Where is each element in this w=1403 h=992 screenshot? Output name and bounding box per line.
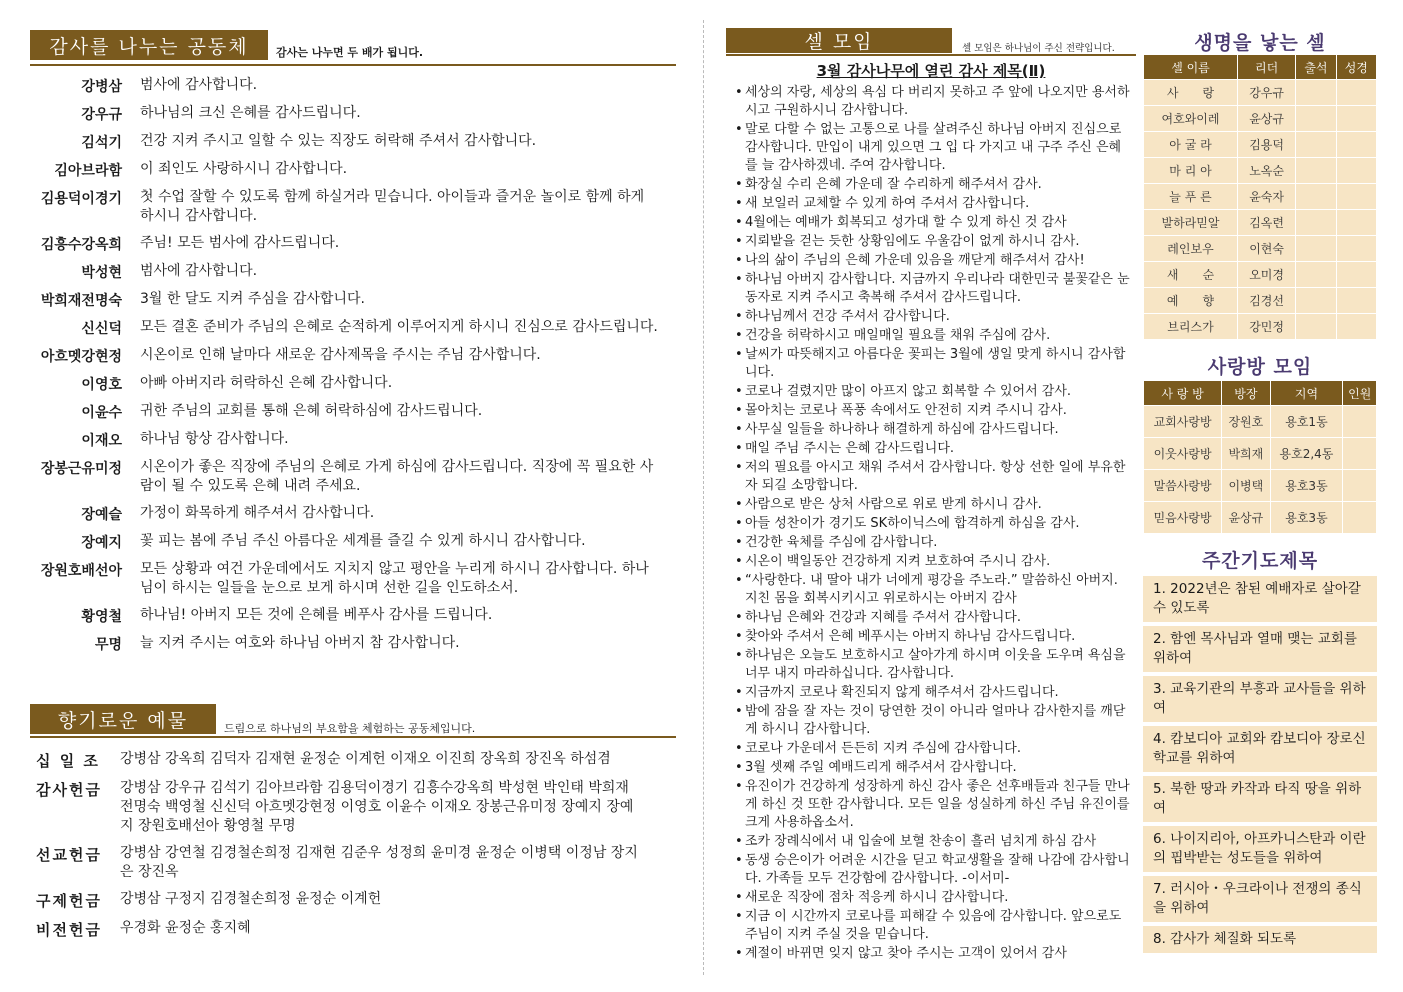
gratitude-name: 이영호 [81,377,122,393]
table-cell [1336,314,1376,340]
cell-item-text: 나의 삶이 주님의 은혜 가운데 있음을 깨닫게 해주셔서 감사! [745,253,1085,268]
table-cell [1296,106,1336,132]
cell-item-text: 건강을 허락하시고 매일매일 필요를 채워 주심에 감사. [745,328,1051,343]
offering-list [36,742,676,940]
gratitude-text: 하나님의 크신 은혜를 감사드립니다. [140,105,361,121]
offering-names: 강병삼 강연철 김경철손희정 김재현 김준우 성정희 윤미경 윤정순 이병택 이정남 장지은 장진옥 [120,845,638,880]
cell-title: 3월 감사나무에 열린 감사 제목(Ⅱ) [816,62,1046,80]
gratitude-name: 장예슬 [81,507,122,523]
gratitude-list [30,68,680,654]
prayer-item: 1. 2022년은 참된 예배자로 살아갈 수 있도록 [1143,576,1377,622]
offering-row [36,844,676,882]
bullet-dot: • [735,234,743,249]
offering-names: 강병삼 강우규 김석기 김아브라함 김용덕이경기 김흥수강옥희 박성현 박인태 박희재전명숙 백영철 신신덕 아흐멧강현정 이영호 이윤수 이재오 장봉근유미정 장예지 장예지 장원호배선아 황영철 무명 [120,780,634,834]
cell-item [735,778,1133,832]
table-cell: 여호와이레 [1144,106,1238,132]
table-row [1144,80,1377,106]
gratitude-text: 시온이가 좋은 직장에 주님의 은혜로 가게 하심에 감사드립니다. 직장에 꼭 필요한 사람이 될 수 있도록 은혜 내려 주세요. [140,459,654,494]
cell-item [735,214,1133,232]
offering-row [36,779,676,836]
bullet-dot: • [735,779,743,794]
table-cell: 장원호 [1222,406,1270,438]
gratitude-name: 이재오 [81,433,122,449]
bullet-dot: • [735,497,743,512]
cell-item-text: 유진이가 건강하게 성장하게 하신 감사 좋은 선후배들과 친구들 만나게 하신 것 또한 감사합니다. 모든 일을 성실하게 하신 주님 유진이를 크게 사용하옵소서. [745,779,1130,830]
cell-item [735,759,1133,777]
prayer-item: 2. 함엔 목사님과 열매 맺는 교회를 위하여 [1143,626,1377,672]
offering-header: 향기로운 예물 [30,704,216,734]
bullet-dot: • [735,460,743,475]
gratitude-text: 가정이 화목하게 해주셔서 감사합니다. [140,505,375,521]
table-cell: 김경선 [1237,288,1295,314]
bullet-dot: • [735,853,743,868]
gratitude-entry [30,606,680,626]
cell-item [735,496,1133,514]
bullet-dot: • [735,890,743,905]
table-cell: 노옥순 [1237,158,1295,184]
cell-item-text: 말로 다할 수 없는 고통으로 나를 살려주신 하나님 아버지 진심으로 감사합니다. 만입이 내게 있으면 그 입 다 가지고 내 구주 주신 은혜를 늘 감사하겠네. 주여 감사합니다. [745,122,1122,173]
cell-item-text: 동생 승은이가 어려운 시간을 딛고 학교생활을 잘해 나감에 감사합니다. 가족들 모두 건강함에 감사합니다. -이서미- [745,853,1130,886]
gratitude-entry [30,532,680,552]
offering-label: 비전헌금 [36,921,102,939]
gratitude-entry [30,430,680,450]
cell-item-text: 하나님 은혜와 건강과 지혜를 주셔서 감사합니다. [745,610,1021,625]
cell-item-text: 밤에 잠을 잘 자는 것이 당연한 것이 아니라 얼마나 감사한지를 깨닫게 하시니 감사합니다. [745,704,1126,737]
bullet-dot: • [735,403,743,418]
table-cell: 김옥련 [1237,210,1295,236]
gratitude-name: 무명 [94,637,122,653]
bullet-dot: • [735,554,743,569]
gratitude-rule [30,64,676,66]
table-cell [1296,158,1336,184]
gratitude-entry [30,504,680,524]
table-header-cell: 사 랑 방 [1144,381,1222,406]
table-header-cell: 성경 [1336,55,1376,80]
bullet-dot: • [735,177,743,192]
gratitude-name: 강우규 [81,107,122,123]
gratitude-name: 장원호배선아 [40,563,122,579]
cell-header: 셀 모임 [726,28,952,53]
prayer-item: 3. 교육기관의 부흥과 교사들을 위하여 [1143,676,1377,722]
offering-label: 십 일 조 [36,752,100,770]
gratitude-entry [30,346,680,366]
gratitude-name: 김용덕이경기 [40,191,122,207]
gratitude-name: 장예지 [81,535,122,551]
table-cell: 이병택 [1222,470,1270,502]
table-cell [1336,236,1376,262]
table-cell: 박희재 [1222,438,1270,470]
table-cell [1296,210,1336,236]
cell-item-text: 조카 장례식에서 내 입술에 보혈 찬송이 흘러 넘치게 하심 감사 [745,834,1097,849]
love-rooms-table-wrap [1143,380,1377,534]
prayer-item: 5. 북한 땅과 카작과 타직 땅을 위하여 [1143,776,1377,822]
table-cell: 윤상규 [1237,106,1295,132]
table-cell: 윤상규 [1222,502,1270,534]
cell-item [735,308,1133,326]
gratitude-text: 이 죄인도 사랑하시니 감사합니다. [140,161,348,177]
table-cell [1296,80,1336,106]
gratitude-text: 첫 수업 잘할 수 있도록 함께 하실거라 믿습니다. 아이들과 즐거운 놀이로 함께 하게 하시니 감사합니다. [140,189,645,224]
cell-item-text: 몰아치는 코로나 폭풍 속에서도 안전히 지켜 주시니 감사. [745,403,1067,418]
table-cell: 브리스가 [1144,314,1238,340]
gratitude-entry [30,458,680,496]
gratitude-name: 황영철 [81,609,122,625]
cell-item [735,327,1133,345]
table-row [1144,158,1377,184]
cell-item-text: 세상의 자랑, 세상의 욕심 다 버리지 못하고 주 앞에 나오지만 용서하시고 구원하시니 감사합니다. [745,85,1130,118]
bullet-dot: • [735,629,743,644]
gratitude-name: 박희재전명숙 [40,293,122,309]
table-cell [1343,502,1377,534]
table-row [1144,502,1377,534]
gratitude-text: 하나님 항상 감사합니다. [140,431,289,447]
cell-item [735,609,1133,627]
table-row [1144,470,1377,502]
table-row [1144,262,1377,288]
table-header-cell: 지역 [1270,381,1343,406]
prayer-item: 7. 러시아・우크라이나 전쟁의 종식을 위하여 [1143,876,1377,922]
table-row [1144,438,1377,470]
bullet-dot: • [735,648,743,663]
gratitude-entry [30,402,680,422]
cell-item-text: 하나님 아버지 감사합니다. 지금까지 우리나라 대한민국 불꽃같은 눈동자로 지켜 주시고 축복해 주셔서 감사드립니다. [745,272,1130,305]
bullet-dot: • [735,122,743,137]
bullet-dot: • [735,909,743,924]
gratitude-entry [30,234,680,254]
table-cell: 레인보우 [1144,236,1238,262]
cell-item [735,628,1133,646]
cell-item [735,515,1133,533]
gratitude-text: 하나님! 아버지 모든 것에 은혜를 베푸사 감사를 드립니다. [140,607,493,623]
cell-item-text: 새로운 직장에 점차 적응케 하시니 감사합니다. [745,890,1009,905]
table-cell [1336,106,1376,132]
prayer-item: 6. 나이지리아, 아프카니스탄과 이란의 핍박받는 성도들을 위하여 [1143,826,1377,872]
bullet-dot: • [735,85,743,100]
cell-item-text: 사무실 일들을 하나하나 해결하게 하심에 감사드립니다. [745,422,1059,437]
cell-item-text: 지뢰밭을 걷는 듯한 상황임에도 우울감이 없게 하시니 감사. [745,234,1080,249]
table-cell: 이웃사랑방 [1144,438,1222,470]
cell-item [735,852,1133,888]
bullet-dot: • [735,741,743,756]
table-cell: 믿음사랑방 [1144,502,1222,534]
bullet-dot: • [735,309,743,324]
cell-item-text: 지금까지 코로나 확진되지 않게 해주셔서 감사드립니다. [745,685,1059,700]
cell-item-text: 매일 주님 주시는 은혜 감사드립니다. [745,441,955,456]
cell-item [735,553,1133,571]
cell-item [735,440,1133,458]
table-cell: 말씀사랑방 [1144,470,1222,502]
table-cell: 발하라믿알 [1144,210,1238,236]
cell-item-text: 아들 성찬이가 경기도 SK하이닉스에 합격하게 하심을 감사. [745,516,1080,531]
table-cell [1336,184,1376,210]
love-rooms-title: 사랑방 모임 [1207,356,1313,378]
gratitude-entry [30,76,680,96]
gratitude-text: 건강 지켜 주시고 일할 수 있는 직장도 허락해 주셔서 감사합니다. [140,133,537,149]
cell-item-text: 시온이 백일동안 건강하게 지켜 보호하여 주시니 감사. [745,554,1051,569]
table-cell [1336,80,1376,106]
gratitude-text: 범사에 감사합니다. [140,263,258,279]
table-cell: 마 리 아 [1144,158,1238,184]
offering-names: 우경화 윤정순 홍지혜 [120,920,251,936]
table-cell: 예 향 [1144,288,1238,314]
gratitude-entry [30,132,680,152]
life-cells-title: 생명을 낳는 셀 [1194,32,1326,54]
bullet-dot: • [735,384,743,399]
cell-rule [726,54,1136,56]
gratitude-text: 모든 결혼 준비가 주님의 은혜로 순적하게 이루어지게 하시니 진심으로 감사드립니다. [140,319,658,335]
offering-label: 구제헌금 [36,892,102,910]
offering-label: 선교헌금 [36,846,102,864]
bullet-dot: • [735,535,743,550]
gratitude-name: 신신덕 [81,321,122,337]
gratitude-text: 늘 지켜 주시는 여호와 하나님 아버지 참 감사합니다. [140,635,460,651]
bullet-dot: • [735,516,743,531]
gratitude-subtitle: 감사는 나누면 두 배가 됩니다. [276,46,424,59]
table-cell: 늘 푸 른 [1144,184,1238,210]
gratitude-name: 박성현 [81,265,122,281]
offering-names: 강병삼 구정지 김경철손희정 윤정순 이계헌 [120,891,382,907]
gratitude-name: 김아브라함 [54,163,122,179]
cell-items [735,84,1133,964]
bullet-dot: • [735,272,743,287]
gratitude-text: 모든 상황과 여건 가운데에서도 지치지 않고 평안을 누리게 하시니 감사합니다. 하나님이 하시는 일들을 눈으로 보게 하시며 선한 길을 인도하소서. [140,561,649,596]
bullet-dot: • [735,946,743,961]
cell-item [735,84,1133,120]
cell-item [735,402,1133,420]
cell-item [735,233,1133,251]
table-cell [1336,132,1376,158]
table-cell: 이현숙 [1237,236,1295,262]
cell-item-text: 3월 셋째 주일 예배드리게 해주셔서 감사합니다. [745,760,1017,775]
table-header-row [1144,55,1377,80]
cell-item [735,740,1133,758]
gratitude-entry [30,262,680,282]
gratitude-entry [30,374,680,394]
prayer-item: 4. 캄보디아 교회와 캄보디아 장로신학교를 위하여 [1143,726,1377,772]
cell-item [735,908,1133,944]
gratitude-name: 장봉근유미정 [40,461,122,477]
table-cell: 용호3동 [1270,502,1343,534]
table-cell: 강우규 [1237,80,1295,106]
bullet-dot: • [735,573,743,588]
gratitude-entry [30,290,680,310]
bullet-dot: • [735,328,743,343]
offering-subtitle: 드림으로 하나님의 부요함을 체험하는 공동체입니다. [224,722,476,735]
cell-item [735,421,1133,439]
cell-item-text: 건강한 육체를 주심에 감사합니다. [745,535,938,550]
cell-item-text: 하나님께서 건강 주셔서 감사합니다. [745,309,950,324]
table-cell: 용호3동 [1270,470,1343,502]
cell-item-text: 화장실 수리 은혜 가운데 잘 수리하게 해주셔서 감사. [745,177,1042,192]
gratitude-header: 감사를 나누는 공동체 [30,30,268,60]
table-cell: 김용덕 [1237,132,1295,158]
table-cell: 강민정 [1237,314,1295,340]
table-row [1144,132,1377,158]
cell-item [735,383,1133,401]
table-cell [1343,406,1377,438]
table-row [1144,106,1377,132]
gratitude-text: 범사에 감사합니다. [140,77,258,93]
table-cell [1336,158,1376,184]
offering-row [36,890,676,911]
table-cell [1296,184,1336,210]
table-cell: 새 순 [1144,262,1238,288]
table-cell [1296,314,1336,340]
gratitude-text: 귀한 주님의 교회를 통해 은혜 허락하심에 감사드립니다. [140,403,483,419]
cell-item-text: 하나님은 오늘도 보호하시고 살아가게 하시며 이웃을 도우며 욕심을 너무 내지 마라하십니다. 감사합니다. [745,648,1126,681]
table-cell: 아 굴 라 [1144,132,1238,158]
offering-row [36,750,676,771]
table-cell [1336,210,1376,236]
gratitude-name: 강병삼 [81,79,122,95]
offering-names: 강병삼 강옥희 김덕자 김재현 윤정순 이계헌 이재오 이진희 장옥희 장진옥 하섬겸 [120,751,611,767]
prayer-list [1143,576,1377,957]
bullet-dot: • [735,347,743,362]
cell-item [735,833,1133,851]
life-cells-table [1143,54,1377,340]
prayer-item: 8. 감사가 체질화 되도록 [1143,926,1377,953]
cell-item-text: 사람으로 받은 상처 사람으로 위로 받게 하시니 감사. [745,497,1042,512]
bullet-dot: • [735,685,743,700]
table-cell: 용호1동 [1270,406,1343,438]
gratitude-entry [30,634,680,654]
cell-item [735,572,1133,608]
table-cell: 오미경 [1237,262,1295,288]
cell-item-text: 지금 이 시간까지 코로나를 피해갈 수 있음에 감사합니다. 앞으로도 주님이 지켜 주실 것을 믿습니다. [745,909,1122,942]
bullet-dot: • [735,196,743,211]
gratitude-text: 3월 한 달도 지켜 주심을 감사합니다. [140,291,365,307]
table-cell [1336,262,1376,288]
table-cell [1296,262,1336,288]
bullet-dot: • [735,610,743,625]
bullet-dot: • [735,441,743,456]
gratitude-text: 꽃 피는 봄에 주님 주신 아름다운 세계를 즐길 수 있게 하시니 감사합니다. [140,533,586,549]
table-header-cell: 방장 [1222,381,1270,406]
table-header-cell: 인원 [1343,381,1377,406]
cell-item [735,684,1133,702]
gratitude-entry [30,160,680,180]
offering-label: 감사헌금 [36,781,102,799]
cell-item-text: 새 보일러 교체할 수 있게 하여 주셔서 감사합니다. [745,196,1030,211]
cell-item [735,195,1133,213]
table-cell [1336,288,1376,314]
table-cell: 용호2,4동 [1270,438,1343,470]
cell-item-text: 찾아와 주셔서 은혜 베푸시는 아버지 하나님 감사드립니다. [745,629,1076,644]
gratitude-text: 시온이로 인해 날마다 새로운 감사제목을 주시는 주님 감사합니다. [140,347,541,363]
table-cell: 사 랑 [1144,80,1238,106]
gratitude-entry [30,104,680,124]
cell-item [735,703,1133,739]
table-header-cell: 리더 [1237,55,1295,80]
table-cell [1296,132,1336,158]
cell-item [735,176,1133,194]
cell-item-text: 코로나 가운데서 든든히 지켜 주심에 감사합니다. [745,741,1021,756]
table-row [1144,406,1377,438]
table-row [1144,236,1377,262]
cell-item [735,459,1133,495]
table-cell [1296,236,1336,262]
offering-row [36,919,676,940]
table-cell: 윤숙자 [1237,184,1295,210]
bullet-dot: • [735,834,743,849]
prayer-title: 주간기도제목 [1201,550,1319,572]
gratitude-name: 이윤수 [81,405,122,421]
table-header-row [1144,381,1377,406]
table-cell [1343,438,1377,470]
cell-item-text: 계절이 바뀌면 잊지 않고 찾아 주시는 고객이 있어서 감사 [745,946,1067,961]
cell-item-text: 날씨가 따뜻해지고 아름다운 꽃피는 3월에 생일 맞게 하시니 감사합니다. [745,347,1126,380]
cell-item [735,534,1133,552]
bullet-dot: • [735,215,743,230]
cell-item [735,889,1133,907]
cell-item [735,346,1133,382]
bullet-dot: • [735,253,743,268]
cell-item-text: 4월에는 예배가 회복되고 성가대 할 수 있게 하신 것 감사 [745,215,1067,230]
gratitude-name: 김석기 [81,135,122,151]
gratitude-entry [30,188,680,226]
cell-item-text: 코로나 걸렸지만 많이 아프지 않고 회복할 수 있어서 감사. [745,384,1072,399]
gratitude-entry [30,318,680,338]
table-row [1144,314,1377,340]
gratitude-name: 아흐멧강현정 [40,349,122,365]
cell-item-text: 저의 필요를 아시고 채워 주셔서 감사합니다. 항상 선한 일에 부유한 자 되길 소망합니다. [745,460,1126,493]
table-cell [1296,288,1336,314]
cell-subtitle: 셀 모임은 하나님이 주신 전략입니다. [962,43,1115,54]
offering-rule [30,736,676,738]
life-cells-table-wrap [1143,54,1377,340]
cell-item [735,252,1133,270]
table-header-cell: 셀 이름 [1144,55,1238,80]
bullet-dot: • [735,760,743,775]
table-row [1144,210,1377,236]
bullet-dot: • [735,704,743,719]
table-cell [1343,470,1377,502]
page-divider [703,20,704,975]
table-row [1144,288,1377,314]
gratitude-name: 김흥수강옥희 [40,237,122,253]
gratitude-entry [30,560,680,598]
love-rooms-table [1143,380,1377,534]
table-cell: 교회사랑방 [1144,406,1222,438]
table-header-cell: 출석 [1296,55,1336,80]
cell-item [735,121,1133,175]
cell-item [735,647,1133,683]
table-row [1144,184,1377,210]
cell-item [735,945,1133,963]
cell-item [735,271,1133,307]
cell-item-text: “사랑한다. 내 딸아 내가 너에게 평강을 주노라.” 말씀하신 아버지. 지친 몸을 회복시키시고 위로하시는 아버지 감사 [745,573,1118,606]
gratitude-text: 주님! 모든 범사에 감사드립니다. [140,235,340,251]
gratitude-text: 아빠 아버지라 허락하신 은혜 감사합니다. [140,375,393,391]
bullet-dot: • [735,422,743,437]
